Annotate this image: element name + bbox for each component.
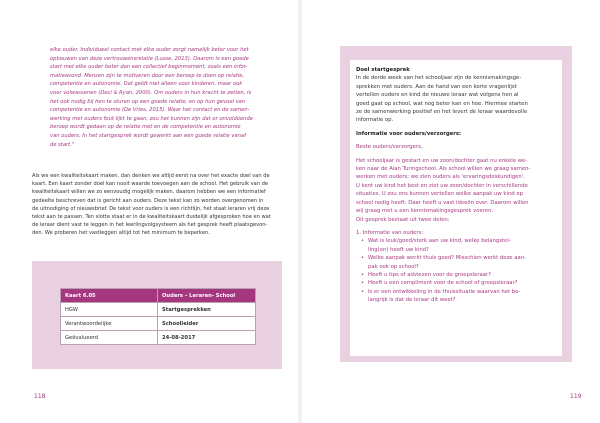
kaart-table-cell: 24-08-2017	[158, 331, 256, 345]
quote-line: het ook nodig bij hen te sturen op een goede relatie, en op hun gevoel van	[50, 98, 246, 105]
body-line: kaart. Een kaart zonder doel kan nooit waarde toevoegen aan de school. Het gebruik van de	[32, 181, 268, 188]
quote-line: competentie en autonomie. Dat geldt niet alleen voor kinderen, maar ook	[50, 81, 243, 88]
section-title: 1. Informatie van ouders:	[356, 229, 424, 236]
doel-line: sprekken met ouders. Aan de hand van een korte vragenlijst	[356, 83, 517, 90]
doel-line: ze de samenwerking positief en het levert de leraar waardevolle	[356, 109, 528, 116]
quote-line: opbouwen van deze vertrouwensrelatie (Lusse, 2013). Daarom is een goede	[50, 55, 249, 62]
quote-line: van ouders. In het startgesprek wordt gewerkt aan een goede relatie vanaf	[50, 132, 246, 139]
bullet-item: • Welke aanpak werkt thuis goed? Misschien werkt deze aan- pak ook op school?	[364, 254, 556, 271]
body-line: den. We proberen het vastleggen altijd tot het minimum te beperken.	[32, 230, 210, 237]
kaart-table-cell: Ouders – Leraren- School	[158, 289, 256, 303]
body-line: Als we een kwaliteitskaart maken, dan denken we altijd eerst na over het exacte doel van de	[32, 173, 270, 179]
page-number-right: 119	[570, 393, 582, 400]
kaart-table-cell: Kaart 6.05	[61, 289, 158, 303]
body-line: de leraar dient vast te leggen in het leerlingvolgsysteem als het gesprek heeft plaatsgevon-	[32, 222, 268, 229]
doel-line: goed gaat op school, wat nog beter kan en hoe. Hiermee starten	[356, 100, 528, 107]
kaart-table-cell: Verantwoordelijke	[61, 317, 158, 331]
quote-line: start met elke ouder beter dan een collectief beginmoment, zoals een infor-	[50, 64, 248, 71]
intro-text	[356, 157, 556, 224]
intro-line: Dit gesprek bestaat uit twee delen:	[356, 216, 450, 223]
quote-line: competentie en autonomie (De Vries, 2015). Waar het contact en de samen-	[50, 107, 250, 114]
doel-text	[356, 74, 556, 124]
kaart-table-row	[61, 303, 256, 317]
quote-line: matieavond. Mensen zijn te motiveren door een beroep te doen op relatie,	[50, 72, 245, 79]
doel-heading: Doel startgesprek	[356, 67, 410, 73]
intro-line: situaties. U zou ons kunnen vertellen welke aanpak uw kind op	[356, 191, 523, 198]
intro-line: school nodig heeft. Daar heeft u vast ideeën over. Daarom willen	[356, 199, 529, 206]
kaart-table-cell: HGW	[61, 303, 158, 317]
quote-line: werking met ouders fout lijkt te gaan, zou het kunnen zijn dat er onvoldoende	[50, 115, 253, 122]
intro-line: Het schooljaar is gestart en uw zoon/dochter gaat nu enkele we-	[356, 157, 528, 164]
kaart-table-cell: Startgesprekken	[158, 303, 256, 317]
quote-line: elke ouder. Individueel contact met elke ouder zorgt namelijk beter voor het	[50, 47, 249, 53]
doel-line: In de derde week van het schooljaar zijn de kennismakingsge-	[356, 75, 522, 82]
intro-line: werken met ouders; we zien ouders als 'ervaringsdeskundigen'.	[356, 174, 525, 181]
kaart-table-header	[61, 289, 256, 303]
bullet-item: • Wat is leuk/goed/sterk aan uw kind, welke belangstel- ling(en) heeft uw kind?	[364, 237, 556, 254]
intro-line: wij graag met u een kennismakingsgesprek voeren.	[356, 208, 494, 215]
kaart-table	[60, 288, 256, 345]
quote-line: de start."	[50, 141, 75, 148]
info-heading: Informatie voor ouders/verzorgers:	[356, 130, 462, 137]
quote-line: voor volwassenen (Deci & Ryan, 2000). Om ouders in hun kracht te zetten, is	[50, 89, 252, 96]
body-line: gedeelte beschreven dat is gericht aan ouders. Deze tekst kan zo worden overgenomen in	[32, 197, 264, 204]
startgesprek-content	[350, 60, 562, 356]
kaart-table-row	[61, 331, 256, 345]
body-line: tekst aan te passen. Ten slotte staat er in de kwaliteitskaart duidelijk afgesproken hoe en wat	[32, 214, 271, 221]
bullet-item: • Is er een ontwikkeling in de thuissituatie waarvan het be- langrijk is dat de leraar dit weet?	[364, 288, 556, 305]
doel-line: vertellen ouders en kind de nieuwe leraar wat volgens hen al	[356, 92, 519, 99]
body-line: kwaliteitskaart willen we zo eenvoudig mogelijk maken, daarom hebben we een informatief	[32, 189, 266, 196]
bullet-item: • Heeft u een compliment voor de school of groepsleraar?	[364, 279, 556, 287]
kaart-table-row	[61, 317, 256, 331]
greeting: Beste ouders/verzorgers,	[356, 144, 423, 151]
quote-block	[50, 46, 282, 149]
intro-line: ken naar de Alan Turingschool. Als school willen we graag samen-	[356, 166, 531, 173]
bullet-list	[356, 237, 556, 304]
intro-line: U kent uw kind het best en ziet uw zoon/dochter in verschillende	[356, 182, 528, 189]
quote-line: beroep wordt gedaan op de relatie met en de competentie en autonomie	[50, 124, 241, 131]
body-line: de uitnodiging of nieuwsbrief. De tekst voor ouders is een richtlijn, het staat leraren vrij deze	[32, 205, 270, 212]
kaart-table-cell: Geëvalueerd	[61, 331, 158, 345]
page-number-left: 118	[34, 393, 46, 400]
bullet-item: • Heeft u tips of adviezen voor de groepsleraar?	[364, 271, 556, 279]
kaart-table-cell: Schoolleider	[158, 317, 256, 331]
doel-line: informatie op.	[356, 117, 394, 124]
body-text	[32, 172, 282, 238]
